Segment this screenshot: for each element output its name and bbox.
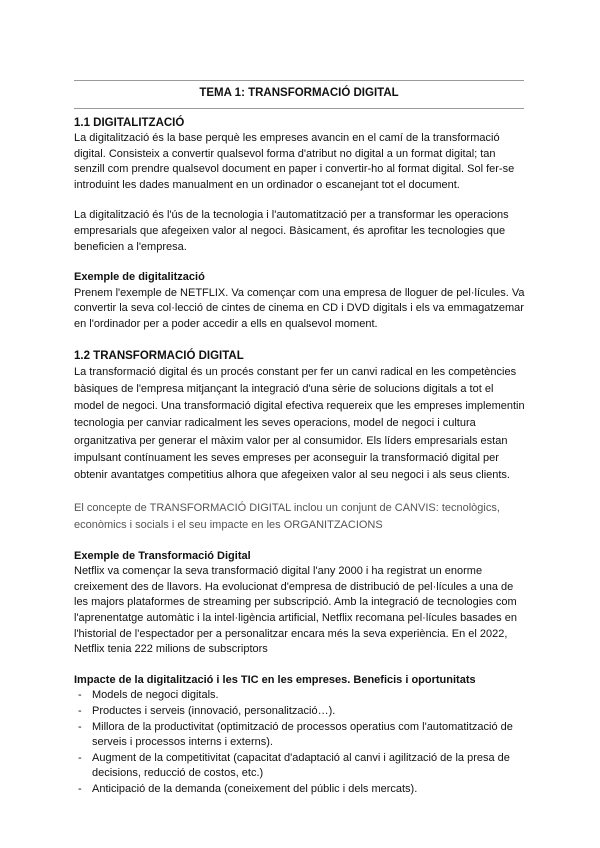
list-item bbox=[74, 720, 526, 751]
list-item bbox=[74, 688, 526, 704]
bullet-dash: - bbox=[78, 782, 82, 795]
paragraph: La transformació digital és un procés constant per fer un canvi radical en les competències bàsiques de l'empresa mitjançant la integració d'una sèrie de solucions digitals a tot el model de negoci. Una transformació digital efectiva requereix que les empreses implementin tecnologia per canviar radicalment les seves operacions, model de negoci i cultura organitzativa per generar el màxim valor per al consumidor. Els líders empresarials estan impulsant contínuament les seves empreses per aconseguir la transformació digital per obtenir avantatges competitius alhora que afegeixen valor al seu negoci i als seus clients. bbox=[74, 365, 525, 482]
subheading-exemple-transformacio: Exemple de Transformació Digital bbox=[74, 549, 251, 562]
section-heading-digitalitzacio: 1.1 DIGITALITZACIÓ bbox=[74, 117, 185, 129]
benefits-list bbox=[74, 688, 526, 797]
list-item bbox=[74, 782, 526, 798]
document-body bbox=[74, 115, 526, 798]
list-item-text: Augment de la competitivitat (capacitat d'adaptació al canvi i agilització de la presa de decisions, reducció de costos, etc.) bbox=[92, 751, 510, 780]
section-heading-impacte: Impacte de la digitalització i les TIC en les empreses. Beneficis i oportunitats bbox=[74, 673, 476, 686]
paragraph: Netflix va començar la seva transformació digital l'any 2000 i ha registrat un enorme creixement des de llavors. Ha evolucionat d'empresa de distribució de pel·lícules a una de les majors plataformes de streaming per subscripció. Amb la integració de tecnologies com l'aprenentatge automàtic i la intel·ligència artificial, Netflix recomana pel·lícules basades en l'historial de l'espectador per a personalitzar encara més la seva experiència. En el 2022, Netflix tenia 222 milions de subscriptors bbox=[74, 565, 517, 656]
concept-paragraph: El concepte de TRANSFORMACIÓ DIGITAL inclou un conjunt de CANVIS: tecnològics, econòmics i socials i el seu impacte en les ORGANITZACIONS bbox=[74, 501, 500, 531]
list-item-text: Models de negoci digitals. bbox=[92, 689, 219, 702]
list-item-text: Anticipació de la demanda (coneixement del públic i dels mercats). bbox=[92, 782, 418, 795]
paragraph: La digitalització és la base perquè les empreses avancin en el camí de la transformació digital. Consisteix a convertir qualsevol forma d'atribut no digital a un format digital; tan senzill com prendre qualsevol document en paper i convertir-ho al format digital. Sol fer-se introduint les dades manualment en un ordinador o escanejant tot el document. bbox=[74, 132, 515, 191]
paragraph: Prenem l'exemple de NETFLIX. Va començar com una empresa de lloguer de pel·lícules. Va convertir la seva col·lecció de cintes de cinema en CD i DVD digitals i els va emmagatzemar en l'ordinador per a poder accedir a ells en qualsevol moment. bbox=[74, 286, 525, 330]
paragraph: La digitalització és l'ús de la tecnologia i l'automatització per a transformar les operacions empresarials que afegeixen valor al negoci. Bàsicament, és aprofitar les tecnologies que beneficien a l'empresa. bbox=[74, 209, 509, 253]
bullet-dash: - bbox=[78, 751, 82, 764]
subheading-exemple-digitalitzacio: Exemple de digitalització bbox=[74, 271, 205, 284]
title-top-rule bbox=[74, 80, 524, 81]
bullet-dash: - bbox=[78, 720, 82, 733]
list-item-text: Productes i serveis (innovació, personalització…). bbox=[92, 704, 336, 717]
section-heading-transformacio-digital: 1.2 TRANSFORMACIÓ DIGITAL bbox=[74, 349, 244, 362]
bullet-dash: - bbox=[78, 704, 82, 717]
list-item bbox=[74, 704, 526, 720]
list-item bbox=[74, 751, 526, 782]
title-bottom-rule bbox=[74, 108, 524, 109]
page-title: TEMA 1: TRANSFORMACIÓ DIGITAL bbox=[199, 87, 399, 99]
bullet-dash: - bbox=[78, 689, 82, 702]
list-item-text: Millora de la productivitat (optimització de processos operatius com l'automatització de serveis i processos interns i externs). bbox=[92, 720, 513, 749]
